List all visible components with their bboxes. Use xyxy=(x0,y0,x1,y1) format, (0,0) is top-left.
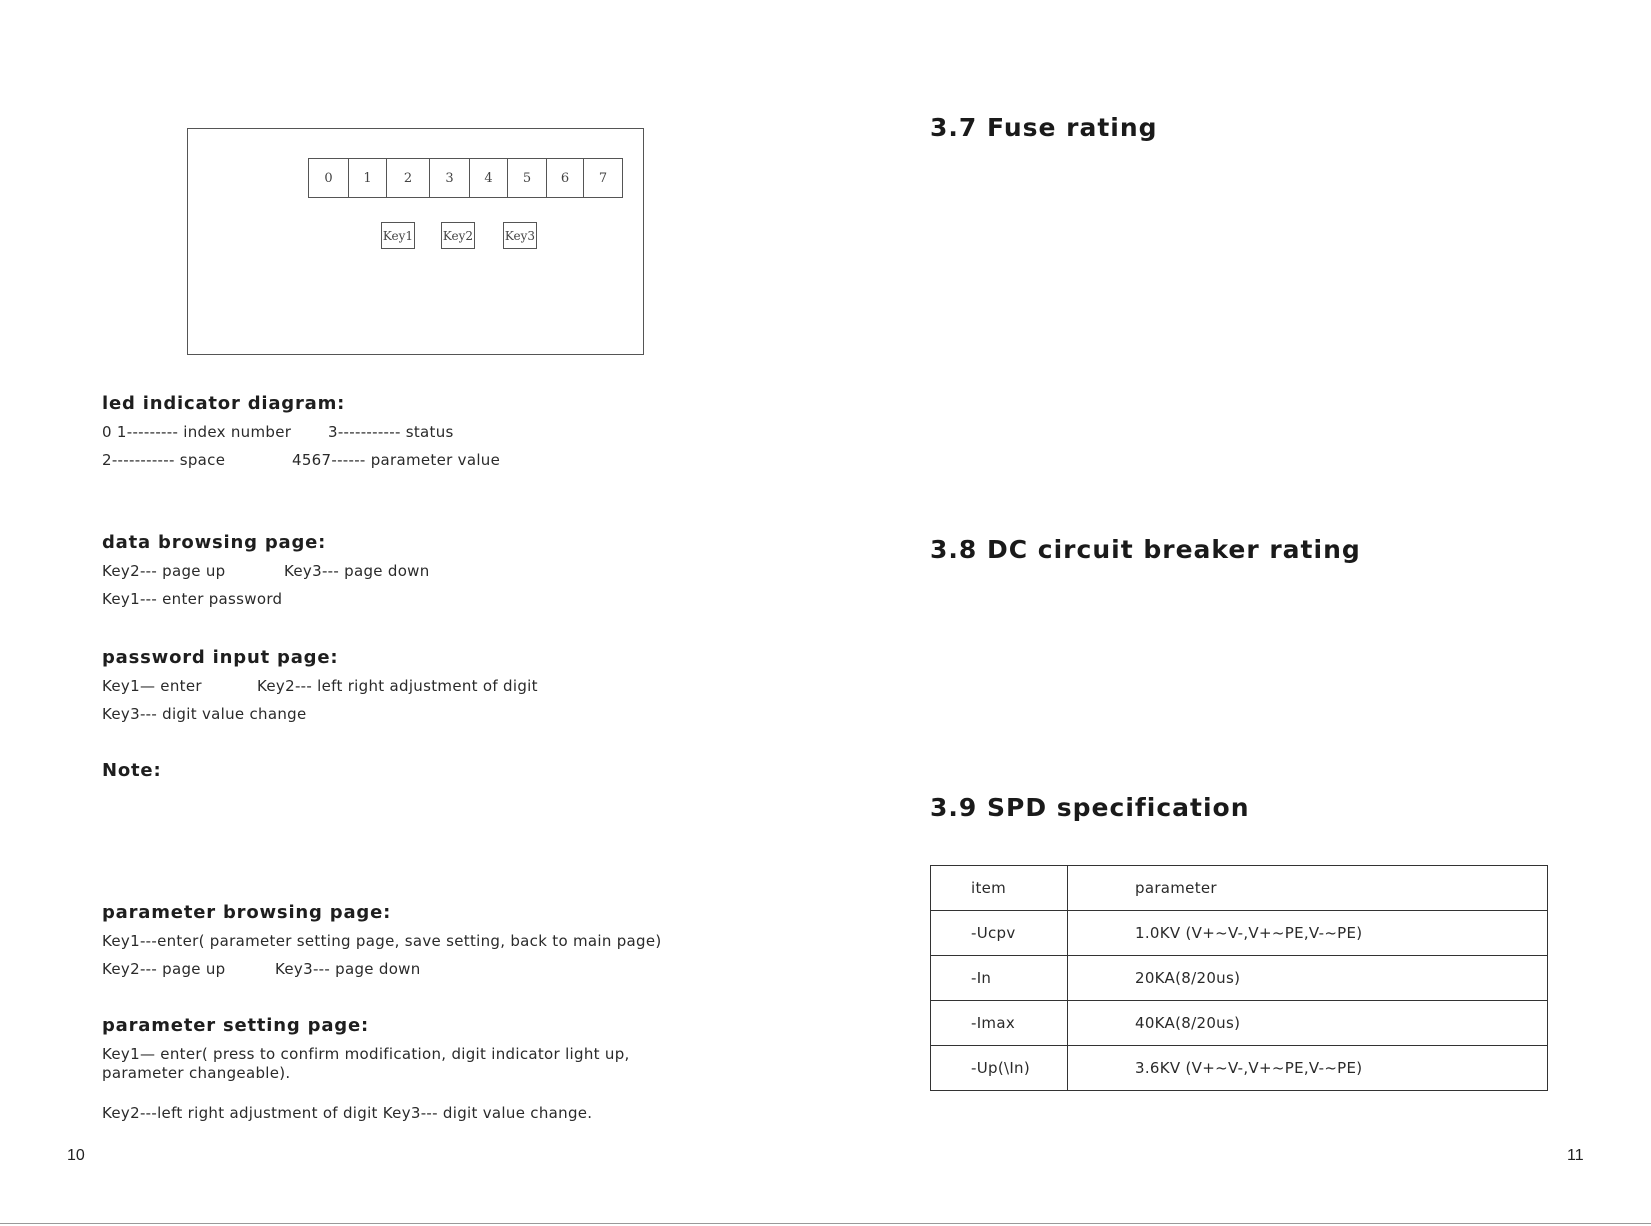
parameter-setting-adjust: Key2---left right adjustment of digit Key3--- digit value change. xyxy=(102,1104,593,1122)
key3-box: Key3 xyxy=(503,222,537,249)
table-header-row xyxy=(931,866,1548,911)
page-number-right: 11 xyxy=(1567,1147,1584,1164)
parameter-setting-enter: Key1— enter( press to confirm modification, digit indicator light up, parameter changeable). xyxy=(102,1045,630,1082)
spd-specification-heading: 3.9 SPD specification xyxy=(930,793,1250,822)
led-line-parameter-value: 4567------ parameter value xyxy=(292,451,501,469)
parameter-setting-heading: parameter setting page: xyxy=(102,1015,369,1036)
key2-box: Key2 xyxy=(441,222,475,249)
fuse-rating-heading: 3.7 Fuse rating xyxy=(930,113,1158,142)
table-cell-item: -In xyxy=(931,956,1068,1001)
table-row xyxy=(931,911,1548,956)
table-cell-item: -Ucpv xyxy=(931,911,1068,956)
table-cell-parameter: 1.0KV (V+~V-,V+~PE,V-~PE) xyxy=(1068,911,1548,956)
parameter-browsing-enter: Key1---enter( parameter setting page, save setting, back to main page) xyxy=(102,932,662,950)
page-number-left: 10 xyxy=(67,1147,85,1164)
spd-table xyxy=(930,865,1548,1091)
led-digit-0: 0 xyxy=(309,159,349,197)
led-digit-5: 5 xyxy=(508,159,547,197)
led-digit-2: 2 xyxy=(387,159,430,197)
bottom-divider xyxy=(0,1223,1651,1224)
password-input-digit-change: Key3--- digit value change xyxy=(102,705,307,723)
table-cell-parameter: 40KA(8/20us) xyxy=(1068,1001,1548,1046)
parameter-browsing-page-up: Key2--- page up xyxy=(102,960,226,978)
led-digit-7: 7 xyxy=(598,170,608,186)
led-digit-row xyxy=(308,158,623,198)
key1-box: Key1 xyxy=(381,222,415,249)
table-cell-parameter: 3.6KV (V+~V-,V+~PE,V-~PE) xyxy=(1068,1046,1548,1091)
table-cell-parameter: 20KA(8/20us) xyxy=(1068,956,1548,1001)
table-cell-item: -Up(\In) xyxy=(931,1046,1068,1091)
parameter-browsing-page-down: Key3--- page down xyxy=(275,960,421,978)
led-line-space: 2----------- space xyxy=(102,451,226,469)
data-browsing-enter-password: Key1--- enter password xyxy=(102,590,283,608)
password-input-adjust-digit: Key2--- left right adjustment of digit xyxy=(257,677,538,695)
led-line-status: 3----------- status xyxy=(328,423,454,441)
password-input-heading: password input page: xyxy=(102,647,339,668)
led-line-index: 0 1--------- index number xyxy=(102,423,292,441)
table-row xyxy=(931,956,1548,1001)
dc-breaker-heading: 3.8 DC circuit breaker rating xyxy=(930,535,1361,564)
led-digit-1: 1 xyxy=(349,159,387,197)
led-digit-3: 3 xyxy=(430,159,470,197)
table-cell-item: -Imax xyxy=(931,1001,1068,1046)
table-row xyxy=(931,1001,1548,1046)
table-header-parameter: parameter xyxy=(1068,866,1548,911)
parameter-browsing-heading: parameter browsing page: xyxy=(102,902,392,923)
table-row xyxy=(931,1046,1548,1091)
led-digit-4: 4 xyxy=(470,159,508,197)
note-heading: Note: xyxy=(102,760,162,781)
data-browsing-page-up: Key2--- page up xyxy=(102,562,226,580)
password-input-enter: Key1— enter xyxy=(102,677,202,695)
table-header-item: item xyxy=(931,866,1068,911)
data-browsing-heading: data browsing page: xyxy=(102,532,327,553)
led-digit-6: 6 xyxy=(547,159,584,197)
led-indicator-heading: led indicator diagram: xyxy=(102,393,346,414)
data-browsing-page-down: Key3--- page down xyxy=(284,562,430,580)
